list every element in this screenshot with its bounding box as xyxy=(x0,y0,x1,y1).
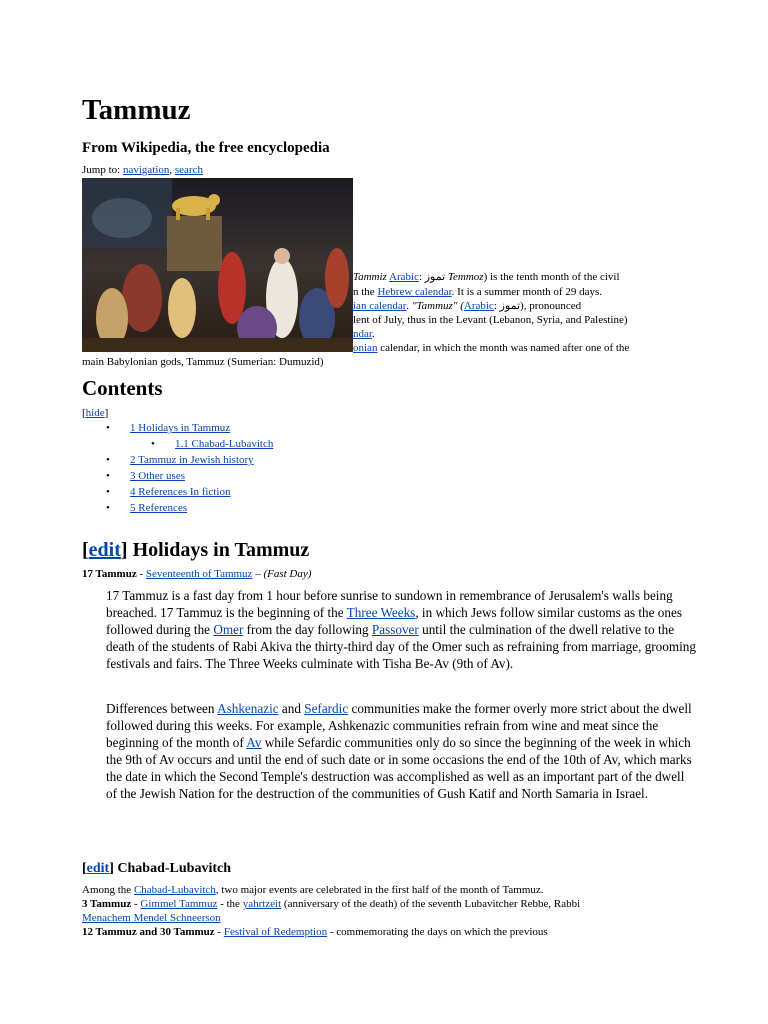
toc-item[interactable]: • 3 Other uses xyxy=(106,470,185,482)
gimmel-tammuz-line: 3 Tammuz - Gimmel Tammuz - the yahrtzeit (anniversary of the death) of the seventh Lubavitcher Rebbe, Rabbi xyxy=(82,898,581,910)
seventeenth-tammuz-link[interactable]: Seventeenth of Tammuz xyxy=(145,568,253,580)
intro-line: lent of July, thus in the Levant (Lebanon, Syria, and Palestine) xyxy=(353,314,628,326)
toc-item[interactable]: • 1.1 Chabad-Lubavitch xyxy=(151,438,274,450)
jump-to-label: Jump to: xyxy=(82,164,121,176)
gregorian-calendar-link[interactable]: ndar xyxy=(353,328,372,340)
edit-link[interactable]: edit xyxy=(88,539,121,561)
page-title: Tammuz xyxy=(82,94,191,126)
bullet-icon: • xyxy=(106,486,110,498)
section-heading-holidays: [edit] Holidays in Tammuz xyxy=(82,539,310,561)
toc-hide-toggle[interactable]: [hide] xyxy=(82,407,109,419)
three-weeks-link[interactable]: Three Weeks xyxy=(346,605,416,620)
toc-item[interactable]: • 2 Tammuz in Jewish history xyxy=(106,454,254,466)
av-link[interactable]: Av xyxy=(246,735,262,750)
bullet-icon: • xyxy=(106,454,110,466)
schneerson-line xyxy=(82,911,221,925)
intro-line: ndar. xyxy=(353,328,375,340)
intro-line: Tammiz Arabic: تموز Temmoz) is the tenth month of the civil xyxy=(353,271,620,283)
bullet-icon: • xyxy=(151,438,155,450)
hebrew-calendar-link[interactable]: Hebrew calendar xyxy=(377,286,452,298)
toc-item[interactable]: • 4 References In fiction xyxy=(106,486,231,498)
passover-link[interactable]: Passover xyxy=(371,622,419,637)
holiday-entry: 17 Tammuz - Seventeenth of Tammuz – (Fast Day) xyxy=(82,568,312,580)
golden-calf-painting[interactable] xyxy=(82,178,353,352)
bullet-icon: • xyxy=(106,422,110,434)
arabic-link-2[interactable]: Arabic xyxy=(463,300,494,312)
toc-item[interactable]: • 1 Holidays in Tammuz xyxy=(106,422,231,434)
jump-search-link[interactable]: search xyxy=(174,164,203,176)
syrian-calendar-link[interactable]: ian calendar xyxy=(353,300,407,312)
contents-heading: Contents xyxy=(82,376,163,400)
babylonian-link[interactable]: onian xyxy=(353,342,378,354)
jump-to-bar: Jump to: navigation, search xyxy=(82,164,203,176)
intro-line: n the Hebrew calendar. It is a summer month of 29 days. xyxy=(353,286,602,298)
schneerson-link[interactable]: Menachem Mendel Schneerson xyxy=(82,912,221,924)
sefardic-link[interactable]: Sefardic xyxy=(304,701,349,716)
chabad-lubavitch-link[interactable]: Chabad-Lubavitch xyxy=(133,884,216,896)
jump-navigation-link[interactable]: navigation xyxy=(122,164,170,176)
toc-item[interactable]: • 5 References xyxy=(106,502,188,514)
bullet-icon: • xyxy=(106,470,110,482)
bullet-icon: • xyxy=(106,502,110,514)
festival-of-redemption-link[interactable]: Festival of Redemption xyxy=(223,926,328,938)
section-heading-chabad: [edit] Chabad-Lubavitch xyxy=(82,861,231,876)
intro-line: ian calendar. "Tammuz" (Arabic: تموز), pronounced xyxy=(353,300,582,312)
omer-link[interactable]: Omer xyxy=(213,622,244,637)
ashkenazic-link[interactable]: Ashkenazic xyxy=(217,701,279,716)
arabic-link[interactable]: Arabic xyxy=(389,271,419,283)
paragraph-three-weeks: 17 Tammuz is a fast day from 1 hour before sunrise to sundown in remembrance of Jerusalem's walls being breached. 17 Tammuz is the beginning of the Three Weeks, in which Jews follow similar customs as the ones followed during the Omer from the day following Passover until the culmination of the dwell relative to the death of the students of Rabi Akiva the thirty-third day of the Omer such as refraining from marriage, grooming festivals and fairs. The Three Weeks culminate with Tisha Be-Av (9th of Av). xyxy=(106,588,696,671)
intro-line: onian calendar, in which the month was named after one of the xyxy=(353,342,630,354)
hide-link[interactable]: hide xyxy=(85,407,105,419)
intro-line: main Babylonian gods, Tammuz (Sumerian: Dumuzid) xyxy=(82,356,324,368)
page-subtitle: From Wikipedia, the free encyclopedia xyxy=(82,140,330,156)
paragraph-differences: Differences between Ashkenazic and Sefardic communities make the former overly more strict about the dwell followed during this weeks. For example, Ashkenazic communities refrain from wine and meat since the beginning of the month of Av while Sefardic communities only do so since the beginning of the week in which the 9th of Av occurs and until the end of such date or in some occasions the end of the 10th of Av, which marks the date in which the Second Temple's destruction was accomplished as well as an important part of the dwell of the Jewish Nation for the destruction of the communities of Gush Katif and North Samaria in Israel. xyxy=(106,701,692,801)
yahrtzeit-link[interactable]: yahrtzeit xyxy=(242,898,282,910)
gimmel-tammuz-link[interactable]: Gimmel Tammuz xyxy=(140,898,218,910)
redemption-line: 12 Tammuz and 30 Tammuz - Festival of Redemption - commemorating the days on which the previous xyxy=(82,926,548,938)
edit-link[interactable]: edit xyxy=(86,861,110,876)
chabad-intro-line: Among the Chabad-Lubavitch, two major events are celebrated in the first half of the month of Tammuz. xyxy=(82,884,544,896)
